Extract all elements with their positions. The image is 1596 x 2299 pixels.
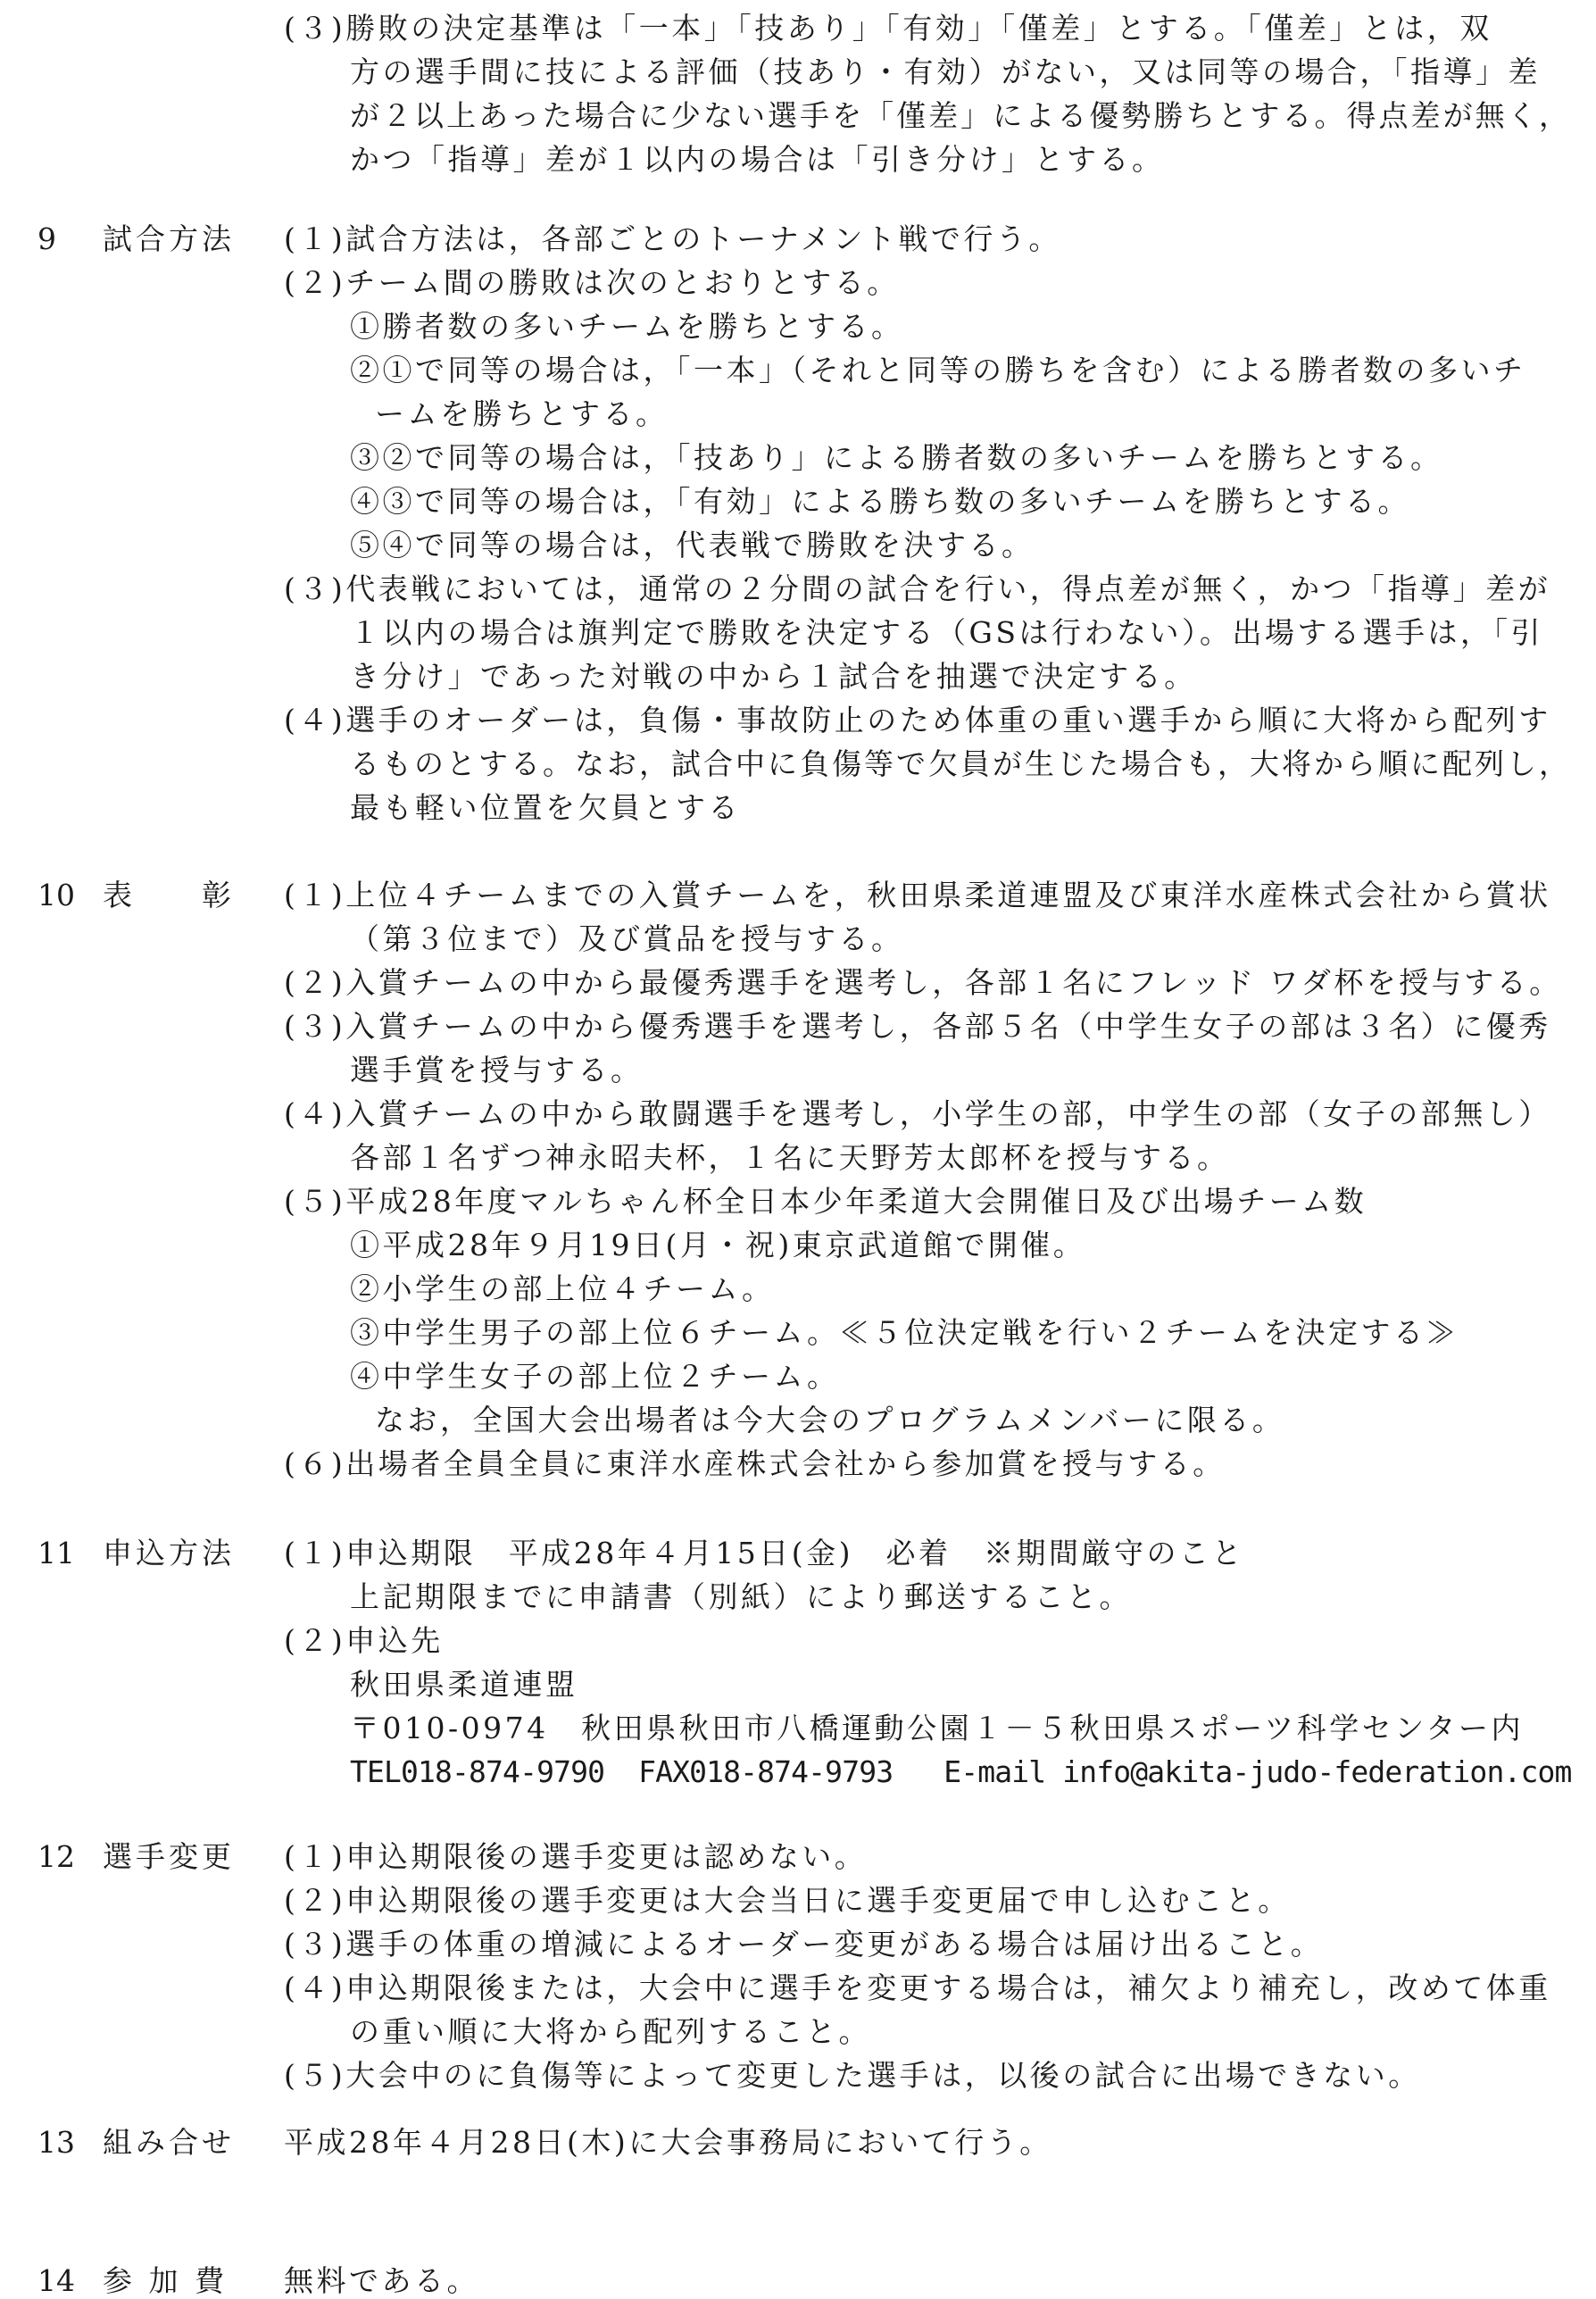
section-heading: 選手変更: [103, 1839, 235, 1874]
text-line: 秋田県柔道連盟: [350, 1667, 578, 1702]
section-heading: 表 彰: [103, 878, 235, 912]
text-line: 〒010-0974 秋田県秋田市八橋運動公園１－５秋田県スポーツ科学センター内: [350, 1711, 1524, 1745]
text-line: (４)入賞チームの中から敢闘選手を選考し，小学生の部，中学生の部（女子の部無し）: [284, 1096, 1551, 1131]
text-line: (３)選手の体重の増減によるオーダー変更がある場合は届け出ること。: [284, 1927, 1324, 1962]
text-line: が２以上あった場合に少ない選手を「僅差」による優勢勝ちとする。得点差が無く，: [350, 98, 1572, 133]
section-heading: 申込方法: [103, 1536, 235, 1570]
text-line: なお，全国大会出場者は今大会のプログラムメンバーに限る。: [375, 1403, 1285, 1437]
text-line: ームを勝ちとする。: [375, 396, 669, 431]
text-line: (２)チーム間の勝敗は次のとおりとする。: [284, 265, 900, 300]
text-line: 平成28年４月28日(木)に大会事務局において行う。: [284, 2125, 1052, 2160]
text-line: (２)申込期限後の選手変更は大会当日に選手変更届で申し込むこと。: [284, 1883, 1291, 1918]
text-line: (３)入賞チームの中から優秀選手を選考し，各部５名（中学生女子の部は３名）に優秀: [284, 1009, 1551, 1044]
text-line: かつ「指導」差が１以内の場合は「引き分け」とする。: [350, 142, 1165, 177]
text-line: （第３位まで）及び賞品を授与する。: [350, 921, 904, 956]
text-line: 無料である。: [284, 2263, 479, 2298]
text-line: (３)勝敗の決定基準は「一本」「技あり」「有効」「僅差」とする。「僅差」とは，双: [284, 11, 1492, 46]
section-heading: 試合方法: [103, 221, 235, 256]
text-line: (４)選手のオーダーは，負傷・事故防止のため体重の重い選手から順に大将から配列す: [284, 703, 1551, 737]
text-line: 各部１名ずつ神永昭夫杯，１名に天野芳太郎杯を授与する。: [350, 1140, 1230, 1175]
text-line: (４)申込期限後または，大会中に選手を変更する場合は，補欠より補充し，改めて体重: [284, 1970, 1551, 2005]
section-heading: 組み合せ: [103, 2125, 235, 2160]
text-line: るものとする。なお，試合中に負傷等で欠員が生じた場合も，大将から順に配列し，: [350, 746, 1571, 781]
section-number: 14: [37, 2263, 75, 2298]
text-line: ①勝者数の多いチームを勝ちとする。: [350, 309, 904, 344]
text-line: (１)上位４チームまでの入賞チームを，秋田県柔道連盟及び東洋水産株式会社から賞状: [284, 878, 1551, 912]
text-line: ④③で同等の場合は，「有効」による勝ち数の多いチームを勝ちとする。: [350, 484, 1410, 519]
text-line: ①平成28年９月19日(月・祝)東京武道館で開催。: [350, 1228, 1086, 1262]
section-heading: 参 加 費: [103, 2263, 228, 2298]
text-line: (１)試合方法は，各部ごとのトーナメント戦で行う。: [284, 221, 1061, 256]
section-number: 11: [37, 1536, 75, 1570]
section-number: 10: [37, 878, 75, 912]
text-line: (２)入賞チームの中から最優秀選手を選考し，各部１名にフレッド ワダ杯を授与する。: [284, 965, 1562, 1000]
text-line: (１)申込期限後の選手変更は認めない。: [284, 1839, 868, 1874]
text-line: ③②で同等の場合は，「技あり」による勝者数の多いチームを勝ちとする。: [350, 440, 1443, 475]
section-number: 12: [37, 1839, 75, 1874]
text-line: 上記期限までに申請書（別紙）により郵送すること。: [350, 1579, 1132, 1614]
text-line: (２)申込先: [284, 1623, 444, 1658]
text-line: ③中学生男子の部上位６チーム。≪５位決定戦を行い２チームを決定する≫: [350, 1315, 1459, 1350]
text-line: 方の選手間に技による評価（技あり・有効）がない，又は同等の場合，「指導」差: [350, 54, 1541, 89]
text-line: １以内の場合は旗判定で勝敗を決定する（GSは行わない）。出場する選手は，「引: [350, 615, 1543, 650]
section-number: 13: [37, 2125, 75, 2160]
text-line: (６)出場者全員全員に東洋水産株式会社から参加賞を授与する。: [284, 1446, 1226, 1481]
text-line: き分け」であった対戦の中から１試合を抽選で決定する。: [350, 659, 1197, 694]
text-line: ⑤④で同等の場合は，代表戦で勝敗を決する。: [350, 528, 1035, 562]
text-line: (３)代表戦においては，通常の２分間の試合を行い，得点差が無く，かつ「指導」差が: [284, 571, 1551, 606]
text-line: TEL018-874-9790 FAX018-874-9793 E-mail info@akita-judo-federation.com: [350, 1754, 1572, 1789]
text-line: ④中学生女子の部上位２チーム。: [350, 1359, 840, 1394]
text-line: (５)大会中のに負傷等によって変更した選手は，以後の試合に出場できない。: [284, 2058, 1421, 2093]
text-line: ②①で同等の場合は，「一本」（それと同等の勝ちを含む）による勝者数の多いチ: [350, 353, 1526, 387]
text-line: 選手賞を授与する。: [350, 1053, 644, 1087]
text-line: (５)平成28年度マルちゃん杯全日本少年柔道大会開催日及び出場チーム数: [284, 1184, 1367, 1219]
text-line: (１)申込期限 平成28年４月15日(金) 必着 ※期間厳守のこと: [284, 1536, 1244, 1570]
text-line: の重い順に大将から配列すること。: [350, 2014, 871, 2049]
text-line: 最も軽い位置を欠員とする: [350, 790, 741, 825]
section-number: 9: [37, 221, 56, 256]
text-line: ②小学生の部上位４チーム。: [350, 1271, 775, 1306]
